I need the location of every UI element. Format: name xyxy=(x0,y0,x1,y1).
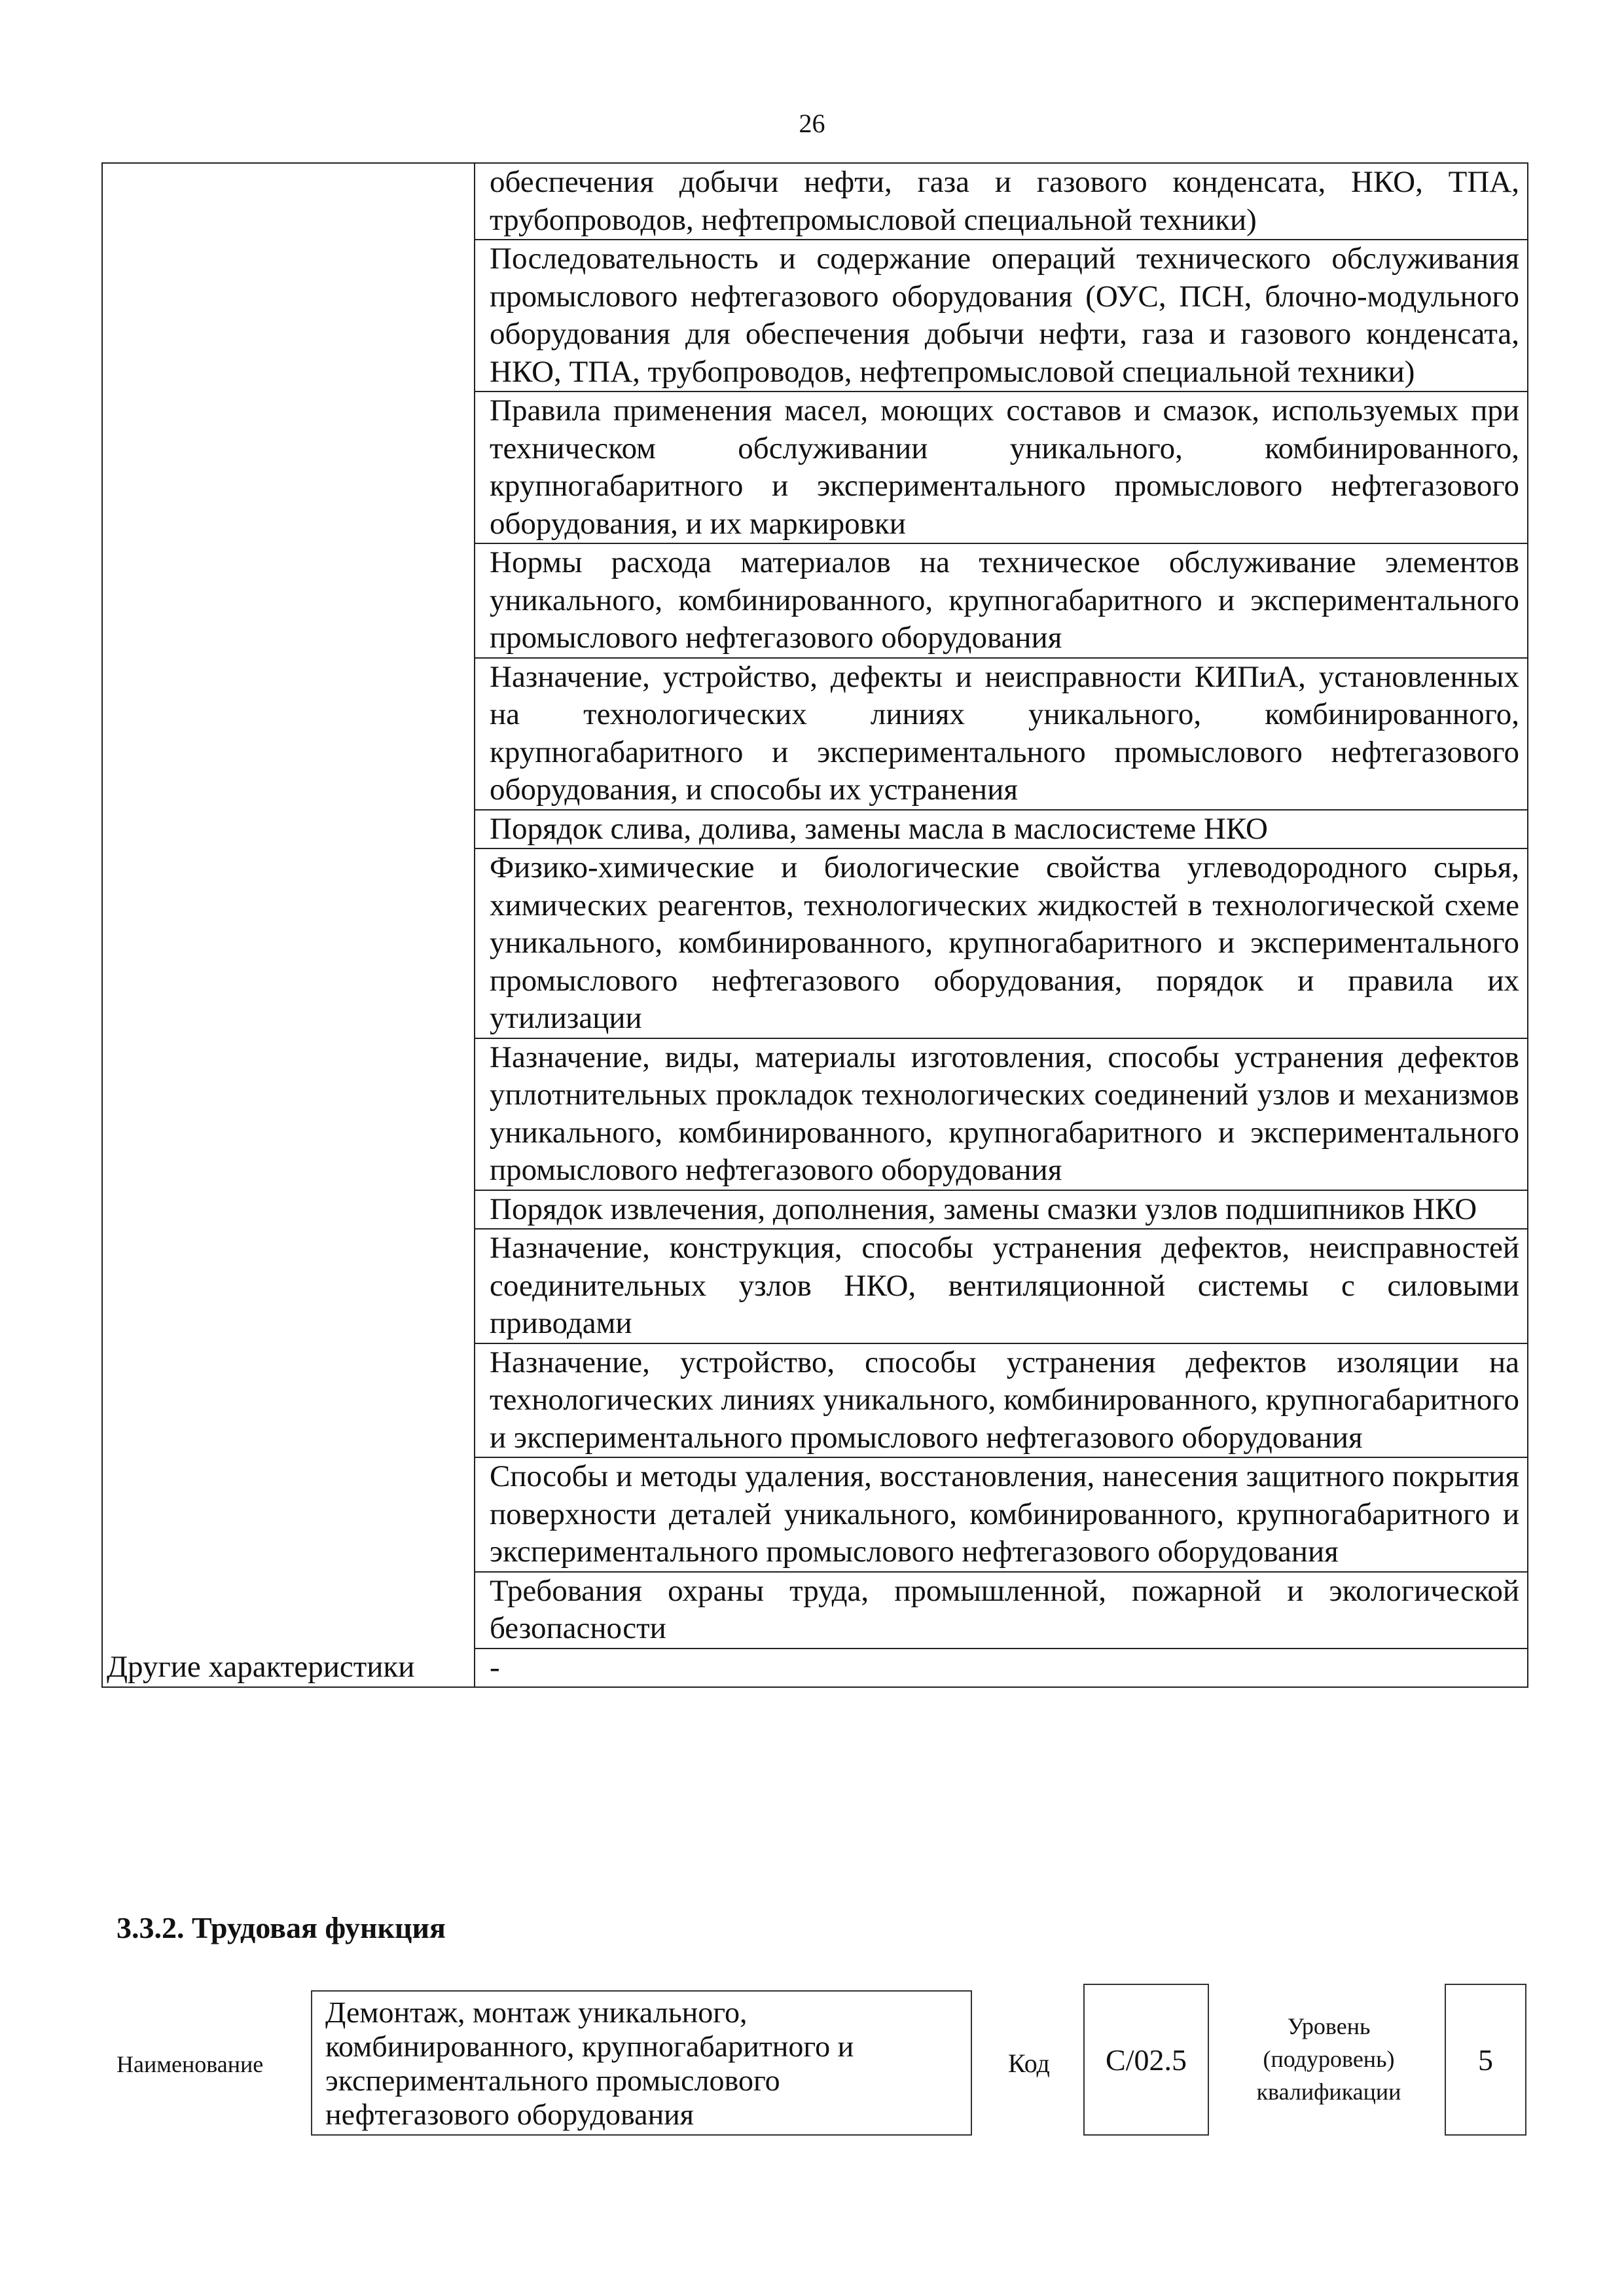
other-characteristics-label: Другие характеристики xyxy=(102,1649,475,1688)
table-row xyxy=(102,163,1528,240)
table-row-other xyxy=(102,1649,1528,1688)
table-cell: Порядок извлечения, дополнения, замены смазки узлов подшипников НКО xyxy=(475,1190,1528,1230)
table-cell: обеспечения добычи нефти, газа и газового конденсата, НКО, ТПА, трубопроводов, нефтепромысловой специальной техники) xyxy=(475,163,1528,240)
section-heading: 3.3.2. Трудовая функция xyxy=(117,1911,446,1944)
level-label: Уровень (подуровень) квалификации xyxy=(1256,2013,1401,2105)
table-cell: Нормы расхода материалов на техническое обслуживание элементов уникального, комбинированного, крупногабаритного и экспериментального промыслового нефтегазового оборудования xyxy=(475,543,1528,658)
table-cell: Способы и методы удаления, восстановления, нанесения защитного покрытия поверхности деталей уникального, комбинированного, крупногабаритного и экспериментального промыслового нефтегазового оборудования xyxy=(475,1457,1528,1572)
table-left-cell xyxy=(102,163,475,1649)
code-value-box: С/02.5 xyxy=(1083,1984,1209,2136)
table-cell: Последовательность и содержание операций технического обслуживания промыслового нефтегазового оборудования (ОУС, ПСН, блочно-модульного оборудования для обеспечения добычи нефти, газа и газового конденсата, НКО, ТПА, трубопроводов, нефтепромысловой специальной техники) xyxy=(475,240,1528,392)
code-label: Код xyxy=(1008,2049,1050,2078)
table-cell: Назначение, устройство, способы устранения дефектов изоляции на технологических линиях уникального, комбинированного, крупногабаритного и экспериментального промыслового нефтегазового оборудования xyxy=(475,1343,1528,1458)
table-cell: Порядок слива, долива, замены масла в маслосистеме НКО xyxy=(475,810,1528,849)
table-cell: Физико-химические и биологические свойства углеводородного сырья, химических реагентов, технологических жидкостей в технологической схеме уникального, комбинированного, крупногабаритного и экспериментального промыслового нефтегазового оборудования, порядок и правила их утилизации xyxy=(475,848,1528,1038)
page-number: 26 xyxy=(799,109,825,138)
table-cell: Назначение, устройство, дефекты и неисправности КИПиА, установленных на технологических линиях уникального, комбинированного, крупногабаритного и экспериментального промыслового нефтегазового оборудования, и способы их устранения xyxy=(475,658,1528,810)
table-cell: Требования охраны труда, промышленной, пожарной и экологической безопасности xyxy=(475,1572,1528,1649)
name-value-box: Демонтаж, монтаж уникального, комбинированного, крупногабаритного и экспериментального промыслового нефтегазового оборудования xyxy=(311,1990,972,2136)
knowledge-table xyxy=(101,162,1528,1688)
level-value-box: 5 xyxy=(1445,1984,1526,2136)
name-label: Наименование xyxy=(117,2051,264,2077)
table-cell: Назначение, конструкция, способы устранения дефектов, неисправностей соединительных узлов НКО, вентиляционной системы с силовыми приводами xyxy=(475,1229,1528,1343)
table-cell: Правила применения масел, моющих составов и смазок, используемых при техническом обслуживании уникального, комбинированного, крупногабаритного и экспериментального промыслового нефтегазового оборудования, и их маркировки xyxy=(475,392,1528,543)
table-cell: Назначение, виды, материалы изготовления, способы устранения дефектов уплотнительных прокладок технологических соединений узлов и механизмов уникального, комбинированного, крупногабаритного и экспериментального промыслового нефтегазового оборудования xyxy=(475,1038,1528,1190)
other-characteristics-value: - xyxy=(475,1649,1528,1688)
